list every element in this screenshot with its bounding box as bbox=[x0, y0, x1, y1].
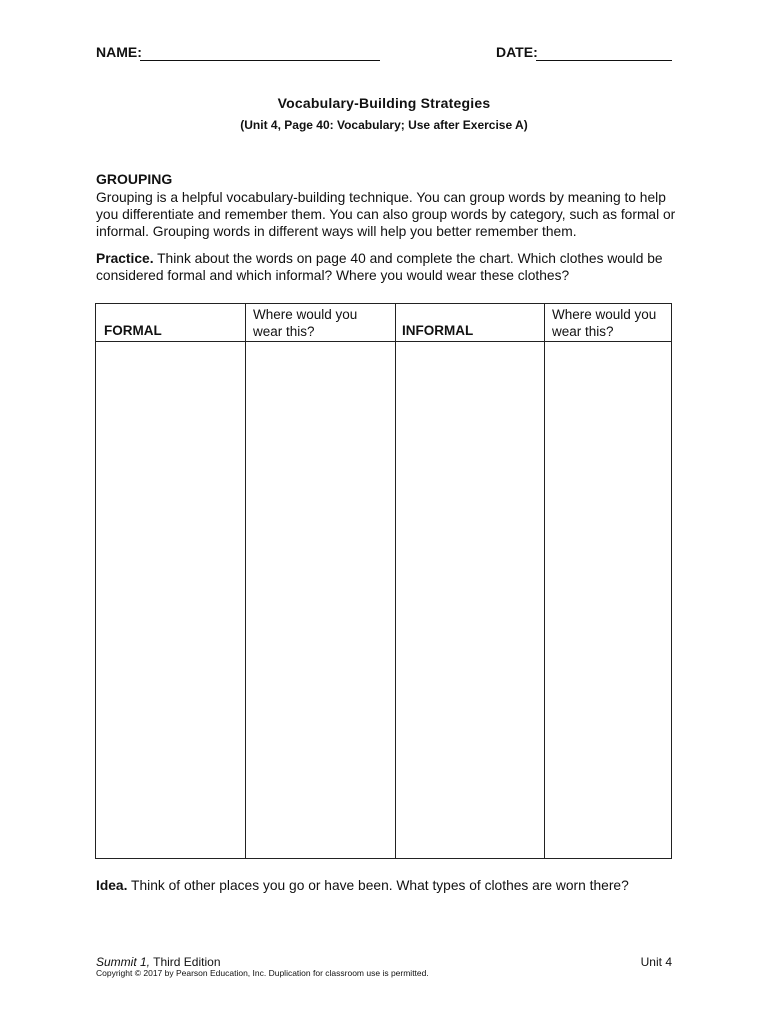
book-edition: Third Edition bbox=[150, 955, 221, 969]
section-heading: GROUPING bbox=[96, 171, 173, 187]
practice-instructions bbox=[96, 250, 676, 284]
column-header-where-formal: Where would you wear this? bbox=[253, 307, 358, 339]
practice-lead: Practice. bbox=[96, 251, 154, 266]
formal-cell[interactable] bbox=[96, 342, 245, 858]
idea-text: Think of other places you go or have been. What types of clothes are worn there? bbox=[127, 878, 629, 893]
footer-book bbox=[96, 955, 221, 969]
page-title: Vocabulary-Building Strategies bbox=[277, 95, 491, 111]
name-field[interactable] bbox=[140, 60, 380, 61]
page-subtitle: (Unit 4, Page 40: Vocabulary; Use after Exercise A) bbox=[240, 118, 528, 132]
where-formal-cell[interactable] bbox=[246, 342, 395, 858]
column-header-where-informal: Where would you wear this? bbox=[552, 307, 657, 339]
vocabulary-chart bbox=[95, 303, 672, 859]
section-body: Grouping is a helpful vocabulary-building technique. You can group words by meaning to help you differentiate and remember them. You can also group words by category, such as formal or informal. Grouping words in different ways will help you better remember them. bbox=[96, 190, 676, 239]
copyright-notice: Copyright © 2017 by Pearson Education, Inc. Duplication for classroom use is permitted. bbox=[96, 968, 429, 978]
informal-cell[interactable] bbox=[396, 342, 544, 858]
column-header-formal: FORMAL bbox=[104, 323, 162, 338]
date-field[interactable] bbox=[536, 60, 672, 61]
book-title: Summit 1, bbox=[96, 955, 151, 969]
idea-lead: Idea. bbox=[96, 878, 128, 893]
date-label: DATE: bbox=[496, 44, 538, 60]
where-informal-cell[interactable] bbox=[545, 342, 671, 858]
column-header-informal: INFORMAL bbox=[402, 323, 474, 338]
practice-text: Think about the words on page 40 and complete the chart. Which clothes would be considered formal and which informal? Where you would wear these clothes? bbox=[96, 251, 663, 283]
idea-prompt bbox=[96, 878, 629, 893]
name-label: NAME: bbox=[96, 44, 142, 60]
footer-unit: Unit 4 bbox=[640, 955, 672, 969]
